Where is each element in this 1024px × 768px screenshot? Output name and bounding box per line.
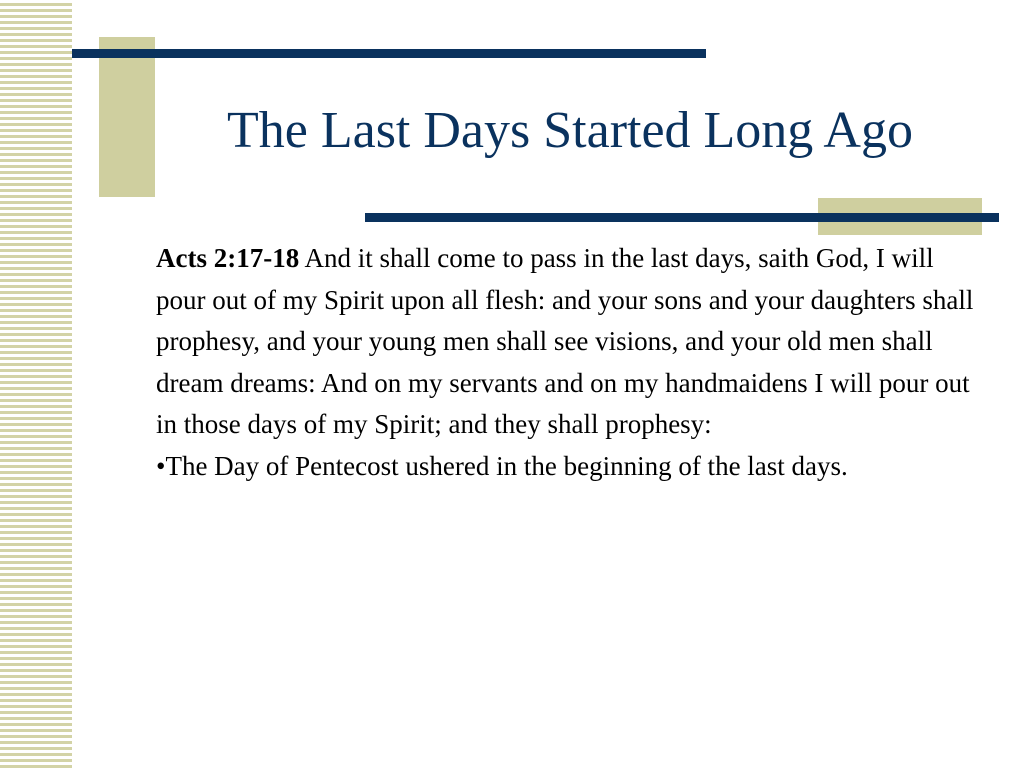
slide-title: The Last Days Started Long Ago: [227, 102, 913, 159]
decorative-accent-block-left: [99, 37, 155, 197]
slide-body: [156, 238, 976, 488]
bullet-point: •The Day of Pentecost ushered in the beginning of the last days.: [156, 450, 848, 481]
title-rule-top: [72, 49, 706, 58]
scripture-paragraph: [156, 238, 976, 446]
decorative-stripe-panel: [0, 0, 72, 768]
scripture-reference: Acts 2:17-18: [156, 243, 300, 273]
scripture-text: And it shall come to pass in the last days, saith God, I will pour out of my Spirit upon all flesh: and your sons and your daughters shall prophesy, and your young men shall see visions, and your old men shall dream dreams: And on my servants and on my handmaidens I will pour out in those days of my Spirit; and they shall prophesy:: [156, 243, 974, 440]
title-rule-bottom: [365, 213, 999, 222]
